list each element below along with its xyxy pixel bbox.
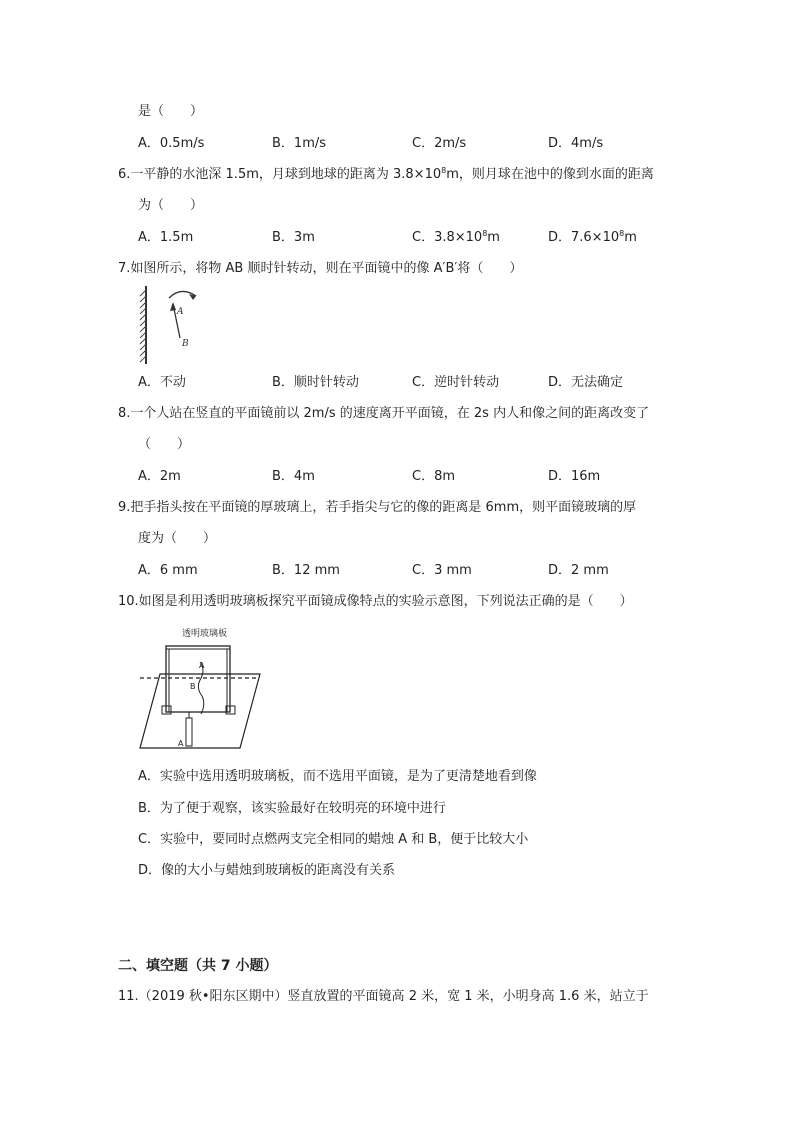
q8-option-d: D．16m [548, 469, 601, 484]
q10-option-a: A．实验中选用透明玻璃板，而不选用平面镜，是为了更清楚地看到像 [138, 769, 537, 784]
q9-option-a: A．6 mm [138, 563, 198, 578]
q8-option-a: A．2m [138, 469, 181, 484]
q9-stem-line2: 度为（ ） [138, 531, 217, 546]
q5-option-b: B．1m/s [272, 136, 327, 151]
q9-option-b: B．12 mm [272, 563, 340, 578]
q5-stem-cont: 是（ ） [138, 104, 204, 119]
q10-label-a-bottom: A [178, 739, 184, 748]
q9-option-d: D．2 mm [548, 563, 609, 578]
q7-option-a: A．不动 [138, 375, 186, 390]
q5-option-a: A．0.5m/s [138, 136, 205, 151]
q7-stem: 7.如图所示，将物 AB 顺时针转动，则在平面镜中的像 A′B′将（ ） [118, 261, 523, 276]
q6-option-c: C．$3.8\times 10^8m$ [412, 229, 500, 245]
q10-stem: 10.如图是利用透明玻璃板探究平面镜成像特点的实验示意图，下列说法正确的是（ ） [118, 594, 633, 609]
q7-label-a: A [177, 307, 184, 317]
q7-option-d: D．无法确定 [548, 375, 624, 390]
q6-stem-line1: 6.一平静的水池深 1.5m，月球到地球的距离为 $3.8\times 10^8m$，则月球在池中的像到水面的距离 [118, 166, 654, 182]
q10-label-a-top: A [199, 661, 205, 670]
q5-option-c: C．2m/s [412, 136, 467, 151]
q9-stem-line1: 9.把手指头按在平面镜的厚玻璃上，若手指尖与它的像的距离是 6mm，则平面镜玻璃的厚 [118, 500, 637, 515]
q10-fig-title: 透明玻璃板 [182, 629, 228, 639]
q8-stem-line2: （ ） [138, 437, 191, 452]
section-heading-fill-in: 二、填空题（共 7 小题） [118, 958, 278, 974]
q10-experiment-figure [138, 622, 262, 754]
q10-option-c: C．实验中，要同时点燃两支完全相同的蜡烛 A 和 B，便于比较大小 [138, 832, 529, 847]
q8-stem-line1: 8.一个人站在竖直的平面镜前以 2m/s 的速度离开平面镜，在 2s 内人和像之间的距离改变了 [118, 406, 650, 421]
q8-option-c: C．8m [412, 469, 456, 484]
q7-label-b: B [182, 339, 189, 349]
q7-option-c: C．逆时针转动 [412, 375, 500, 390]
q9-option-c: C．3 mm [412, 563, 472, 578]
q6-exponent: 8 [441, 166, 447, 175]
q6-option-d: D．$7.6\times 10^8m$ [548, 229, 637, 245]
q5-option-d: D．4m/s [548, 136, 604, 151]
q8-option-b: B．4m [272, 469, 315, 484]
q10-option-b: B．为了便于观察，该实验最好在较明亮的环境中进行 [138, 801, 446, 816]
q6-stem-line2: 为（ ） [138, 198, 204, 213]
q7-option-b: B．顺时针转动 [272, 375, 359, 390]
q10-label-b: B [190, 682, 196, 691]
q10-option-d: D．像的大小与蜡烛到玻璃板的距离没有关系 [138, 863, 396, 878]
q6-option-a: A．1.5m [138, 230, 194, 245]
q7-mirror-figure [136, 284, 216, 366]
q11-stem: 11.（2019 秋•阳东区期中）竖直放置的平面镜高 2 米，宽 1 米，小明身高 1.6 米，站立于 [118, 989, 649, 1004]
q6-option-b: B．3m [272, 230, 315, 245]
